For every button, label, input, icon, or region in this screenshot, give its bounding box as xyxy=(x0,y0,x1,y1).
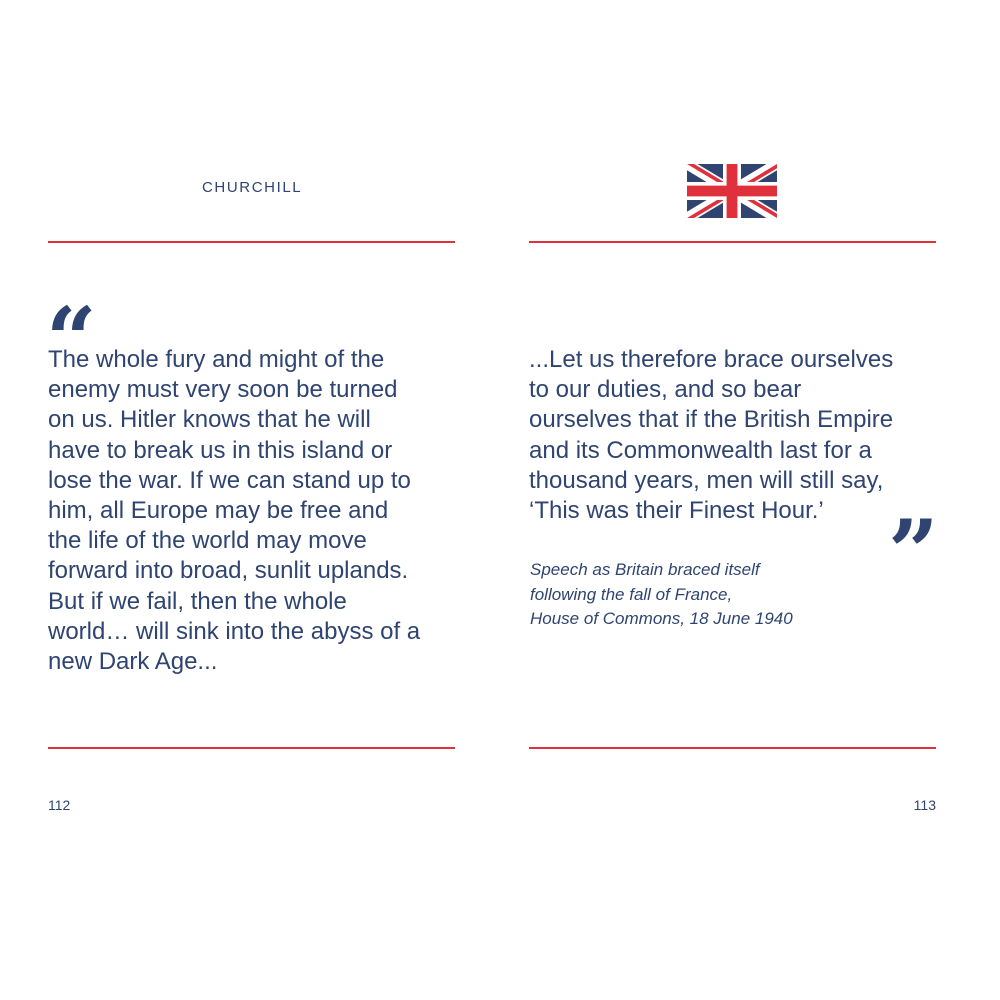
quote-line: to our duties, and so bear xyxy=(529,376,802,404)
quote-text-left xyxy=(48,345,420,677)
quote-line: ...Let us therefore brace ourselves xyxy=(529,346,894,373)
quote-line: new Dark Age... xyxy=(48,648,218,676)
quote-line: forward into broad, sunlit uplands. xyxy=(48,557,409,585)
quote-line: ‘This was their Finest Hour.’ xyxy=(529,497,824,525)
page-number: 113 xyxy=(913,797,936,813)
open-quote-mark: “ xyxy=(46,287,97,391)
union-jack-flag-icon xyxy=(687,164,777,218)
top-divider xyxy=(529,241,936,243)
attribution-line: Speech as Britain braced itself xyxy=(530,560,760,579)
quote-text-right xyxy=(529,345,893,526)
quote-line: lose the war. If we can stand up to xyxy=(48,466,411,494)
quote-line: the life of the world may move xyxy=(48,527,367,555)
quote-line: him, all Europe may be free and xyxy=(48,497,389,525)
quote-line: world… will sink into the abyss of a xyxy=(48,617,421,645)
close-quote-mark: ” xyxy=(888,500,939,604)
page-number: 112 xyxy=(48,797,71,813)
bottom-divider xyxy=(48,747,455,749)
quote-line: and its Commonwealth last for a xyxy=(529,436,872,464)
top-divider xyxy=(48,241,455,243)
quote-line: thousand years, men will still say, xyxy=(529,466,884,494)
right-page xyxy=(500,0,1000,1000)
quote-line: enemy must very soon be turned xyxy=(48,376,398,404)
bottom-divider xyxy=(529,747,936,749)
quote-line: The whole fury and might of the xyxy=(48,346,385,373)
quote-line: have to break us in this island or xyxy=(48,436,393,464)
running-head: CHURCHILL xyxy=(202,179,303,196)
attribution xyxy=(530,558,793,632)
attribution-line: House of Commons, 18 June 1940 xyxy=(530,609,793,628)
quote-line: ourselves that if the British Empire xyxy=(529,406,894,434)
quote-line: But if we fail, then the whole xyxy=(48,587,347,615)
quote-line: on us. Hitler knows that he will xyxy=(48,406,371,434)
attribution-line: following the fall of France, xyxy=(530,584,733,604)
